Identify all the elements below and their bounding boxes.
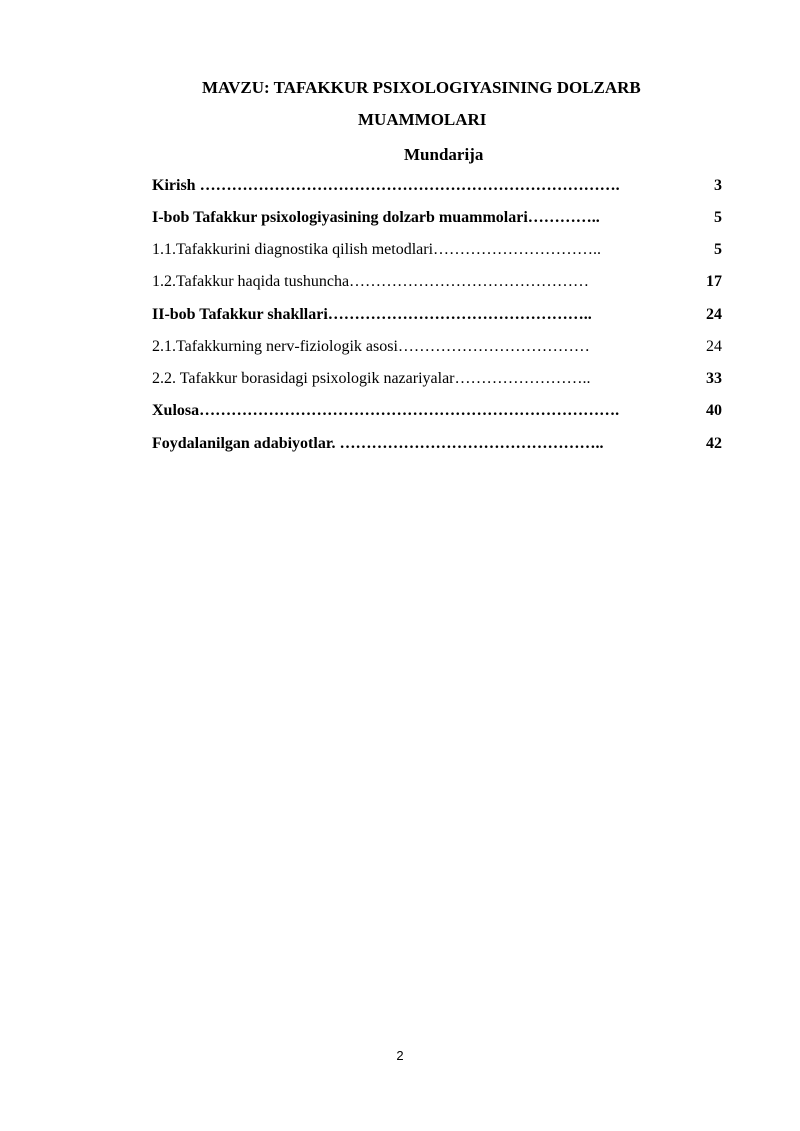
toc-entry-page: 40: [706, 402, 722, 419]
document-title-line-1: MAVZU: TAFAKKUR PSIXOLOGIYASINING DOLZARB: [202, 78, 641, 97]
toc-entry-label: Foydalanilgan adabiyotlar. …………………………………………..: [152, 435, 604, 452]
toc-row: [152, 207, 722, 229]
toc-entry-label: Xulosa…………………………………………………………………….: [152, 402, 620, 419]
toc-row: [152, 271, 722, 293]
toc-row: [152, 368, 722, 390]
toc-row: [152, 304, 722, 326]
toc-entry-page: 17: [706, 273, 722, 290]
toc-entry-page: 24: [706, 338, 722, 355]
toc-entry-page: 42: [706, 435, 722, 452]
toc-heading: Mundarija: [404, 145, 484, 164]
toc-entry-label: 1.1.Tafakkurini diagnostika qilish metodlari…………………………..: [152, 241, 602, 258]
document-title-line-2: MUAMMOLARI: [358, 110, 487, 129]
page-number: 2: [396, 1048, 404, 1063]
toc-entry-label: 2.2. Tafakkur borasidagi psixologik nazariyalar……………………..: [152, 370, 591, 387]
toc-entry-label: 1.2.Tafakkur haqida tushuncha………………………………………: [152, 273, 590, 290]
toc-row: [152, 433, 722, 455]
toc-row: [152, 175, 722, 197]
toc-entry-page: 5: [714, 209, 722, 226]
toc-entry-page: 5: [714, 241, 722, 258]
toc-entry-label: II-bob Tafakkur shakllari…………………………………………..: [152, 306, 592, 323]
toc-entry-page: 33: [706, 370, 722, 387]
toc-entry-page: 3: [714, 177, 722, 194]
toc-row: [152, 239, 722, 261]
toc-entry-label: Kirish …………………………………………………………………….: [152, 177, 620, 194]
toc-entry-label: 2.1.Tafakkurning nerv-fiziologik asosi………………………………: [152, 338, 590, 355]
toc-row: [152, 336, 722, 358]
toc-entry-page: 24: [706, 306, 722, 323]
toc-row: [152, 400, 722, 422]
toc-entry-label: I-bob Tafakkur psixologiyasining dolzarb muammolari…………..: [152, 209, 600, 226]
